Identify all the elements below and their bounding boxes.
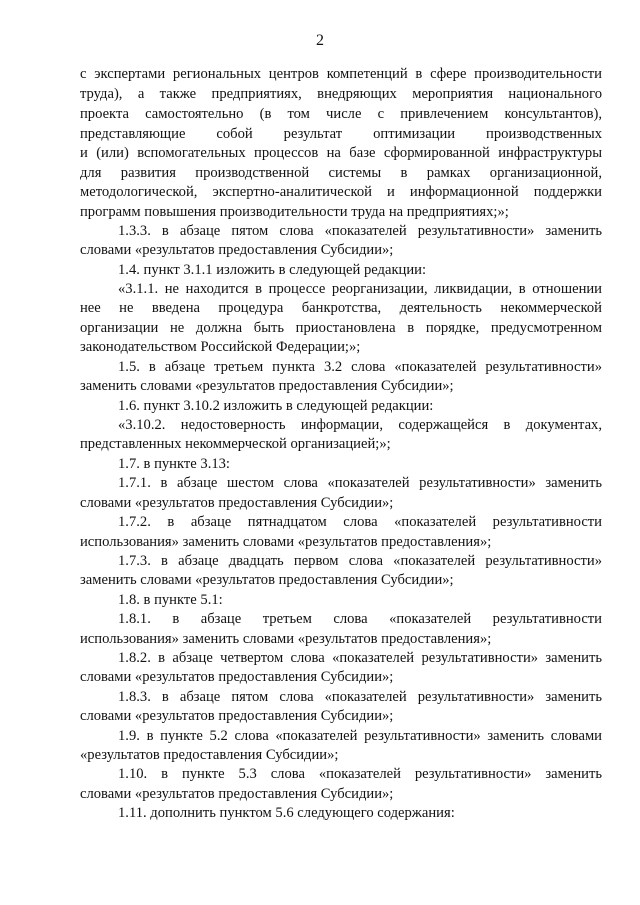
text-line: использования» заменить словами «результатов предоставления»;: [80, 631, 492, 647]
text-line: организации не должна быть приостановлена в порядке, предусмотренном: [80, 320, 602, 336]
text-line: представленных некоммерческой организацией;»;: [80, 436, 391, 452]
text-line: заменить словами «результатов предоставления Субсидии»;: [80, 572, 454, 588]
text-line: 1.9. в пункте 5.2 слова «показателей результативности» заменить словами: [118, 728, 602, 744]
text-line: для развития производственной системы в рамках организационной,: [80, 165, 602, 181]
text-line: 1.7.3. в абзаце двадцать первом слова «показателей результативности»: [118, 553, 602, 569]
text-line: 1.3.3. в абзаце пятом слова «показателей результативности» заменить: [118, 223, 602, 239]
text-line: законодательством Российской Федерации;»;: [80, 339, 361, 355]
text-line: 1.8.1. в абзаце третьем слова «показателей результативности: [118, 611, 602, 627]
text-line: 1.10. в пункте 5.3 слова «показателей результативности» заменить: [118, 766, 602, 782]
text-line: 1.7.2. в абзаце пятнадцатом слова «показателей результативности: [118, 514, 602, 530]
text-line: 1.8.2. в абзаце четвертом слова «показателей результативности» заменить: [118, 650, 602, 666]
text-line: словами «результатов предоставления Субсидии»;: [80, 708, 394, 724]
text-line: и (или) вспомогательных процессов на базе сформированной инфраструктуры: [80, 145, 602, 161]
text-line: программ повышения производительности труда на предприятиях;»;: [80, 204, 509, 220]
text-line: словами «результатов предоставления Субсидии»;: [80, 495, 394, 511]
text-line: 1.6. пункт 3.10.2 изложить в следующей редакции:: [118, 398, 434, 414]
text-line: труда), а также предприятиях, внедряющих мероприятия национального: [80, 86, 602, 102]
text-line: заменить словами «результатов предоставления Субсидии»;: [80, 378, 454, 394]
text-line: 1.11. дополнить пунктом 5.6 следующего содержания:: [118, 805, 455, 821]
text-line: «3.1.1. не находится в процессе реорганизации, ликвидации, в отношении: [118, 281, 602, 297]
text-line: с экспертами региональных центров компетенций в сфере производительности: [80, 66, 602, 82]
text-line: словами «результатов предоставления Субсидии»;: [80, 669, 394, 685]
text-line: 1.7.1. в абзаце шестом слова «показателей результативности» заменить: [118, 475, 602, 491]
text-line: методологической, экспертно-аналитической и информационной поддержки: [80, 184, 602, 200]
text-line: нее не введена процедура банкротства, деятельность некоммерческой: [80, 300, 602, 316]
text-line: словами «результатов предоставления Субсидии»;: [80, 242, 394, 258]
page-number: 2: [316, 32, 324, 49]
text-line: 1.8. в пункте 5.1:: [118, 592, 223, 608]
text-line: проекта самостоятельно (в том числе с привлечением консультантов),: [80, 106, 602, 122]
text-line: 1.7. в пункте 3.13:: [118, 456, 230, 472]
text-line: представляющие собой результат оптимизации производственных: [80, 126, 602, 142]
text-line: использования» заменить словами «результатов предоставления»;: [80, 534, 492, 550]
text-line: «результатов предоставления Субсидии»;: [80, 747, 339, 763]
text-line: 1.5. в абзаце третьем пункта 3.2 слова «показателей результативности»: [118, 359, 602, 375]
text-line: 1.4. пункт 3.1.1 изложить в следующей редакции:: [118, 262, 427, 278]
text-line: 1.8.3. в абзаце пятом слова «показателей результативности» заменить: [118, 689, 602, 705]
text-line: «3.10.2. недостоверность информации, содержащейся в документах,: [118, 417, 602, 433]
text-line: словами «результатов предоставления Субсидии»;: [80, 786, 394, 802]
